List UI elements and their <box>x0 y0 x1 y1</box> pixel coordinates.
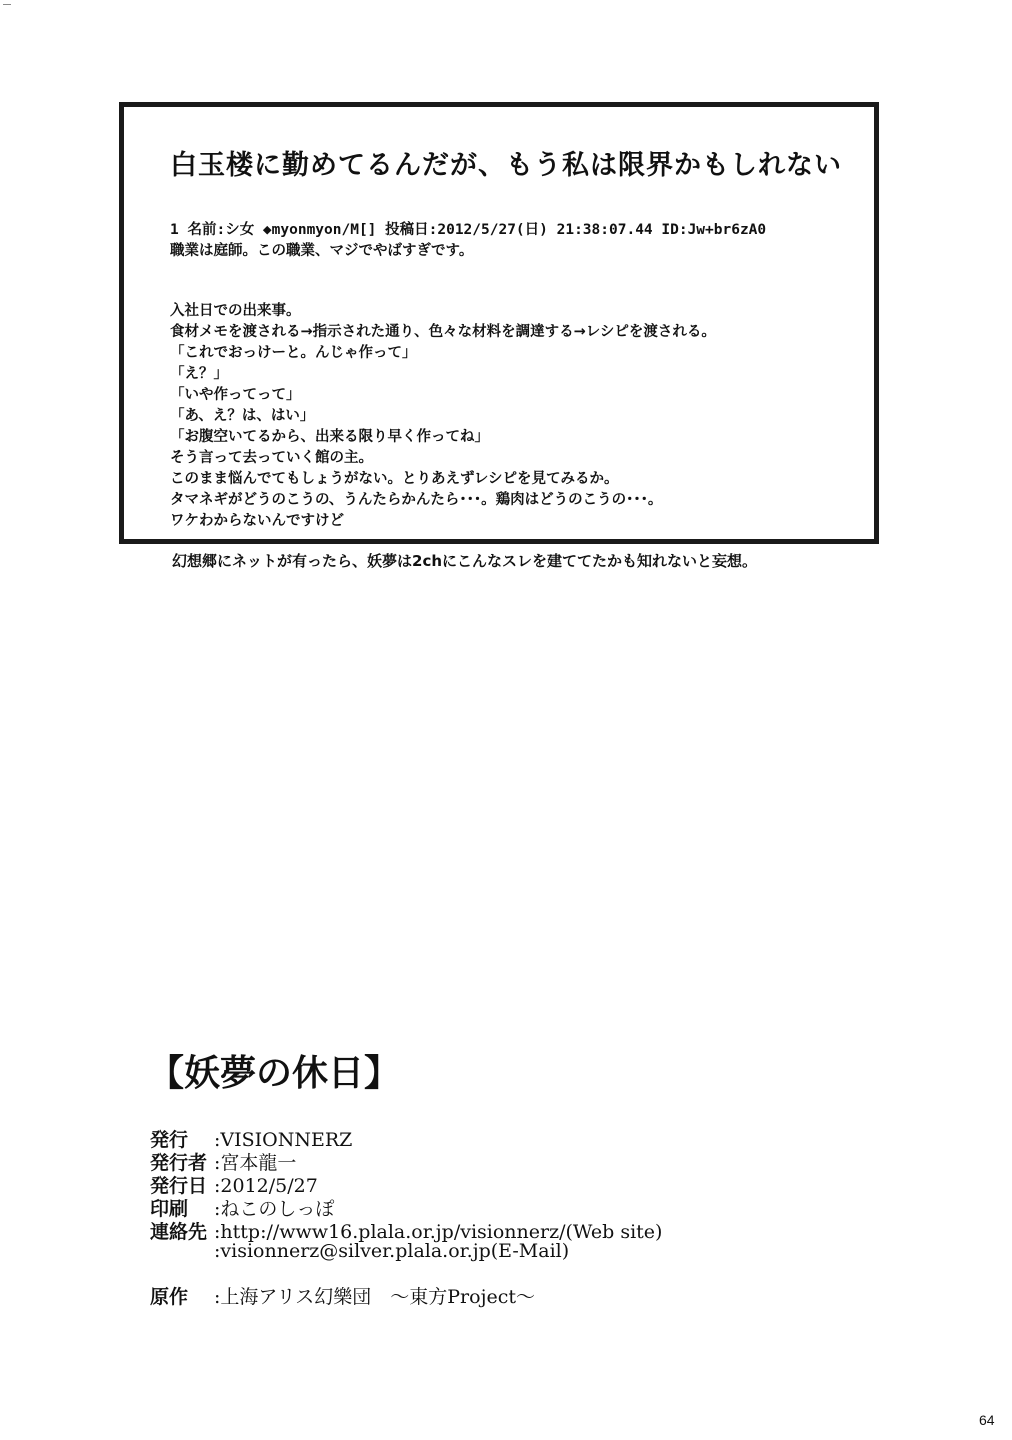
post-line: ワケわからないんですけど <box>170 513 344 529</box>
post-line: 「これでおっけーと。んじゃ作って」 <box>170 345 417 361</box>
print-label: 印刷 <box>150 1198 189 1220</box>
post-line: 入社日での出来事。 <box>170 303 301 319</box>
contact-label: 連絡先 <box>150 1221 208 1243</box>
post-line: 食材メモを渡される→指示された通り、色々な材料を調達する→レシピを渡される。 <box>170 324 716 340</box>
date-label: 発行日 <box>150 1175 208 1197</box>
thread-title: 白玉楼に勤めてるんだが、もう私は限界かもしれない <box>170 150 842 181</box>
thread-box <box>119 102 879 544</box>
author-label: 発行者 <box>150 1152 208 1174</box>
publisher-label: 発行 <box>150 1129 189 1151</box>
contact-mail: :visionnerz@silver.plala.or.jp(E-Mail) <box>214 1240 570 1262</box>
post-line: 「え？」 <box>170 366 228 382</box>
scan-mark <box>3 4 11 5</box>
original-value: :上海アリス幻樂団 ～東方Project～ <box>214 1286 535 1308</box>
post-line: このまま悩んでてもしょうがない。とりあえずレシピを見てみるか。 <box>170 471 619 487</box>
publisher-value: :VISIONNERZ <box>214 1129 353 1151</box>
original-label: 原作 <box>150 1286 189 1308</box>
post-line: そう言って去っていく館の主。 <box>170 450 373 466</box>
post-line: タマネギがどうのこうの、うんたらかんたら･･･。鶏肉はどうのこうの･･･。 <box>170 492 663 508</box>
print-value: :ねこのしっぽ <box>214 1198 335 1220</box>
contact-web: :http://www16.plala.or.jp/visionnerz/(Web site) <box>214 1221 663 1243</box>
author-value: :宮本龍一 <box>214 1152 297 1174</box>
page-number: 64 <box>979 1412 995 1428</box>
date-value: :2012/5/27 <box>214 1175 318 1197</box>
colophon-title: 【妖夢の休日】 <box>148 1052 401 1094</box>
post-intro: 職業は庭師。この職業、マジでやばすぎです。 <box>170 243 474 259</box>
post-line: 「いや作ってって」 <box>170 387 301 403</box>
post-header: 1 名前:シ女 ◆myonmyon/M[] 投稿日:2012/5/27(日) 21:38:07.44 ID:Jw+br6zA0 <box>170 222 767 238</box>
colophon-contact-mail <box>150 1240 569 1262</box>
colophon-original <box>150 1282 535 1309</box>
caption: 幻想郷にネットが有ったら、妖夢は2chにこんなスレを建ててたかも知れないと妄想。 <box>172 552 758 570</box>
post-line: 「あ、え？は、はい」 <box>170 408 315 424</box>
post-line: 「お腹空いてるから、出来る限り早く作ってね」 <box>170 429 489 445</box>
